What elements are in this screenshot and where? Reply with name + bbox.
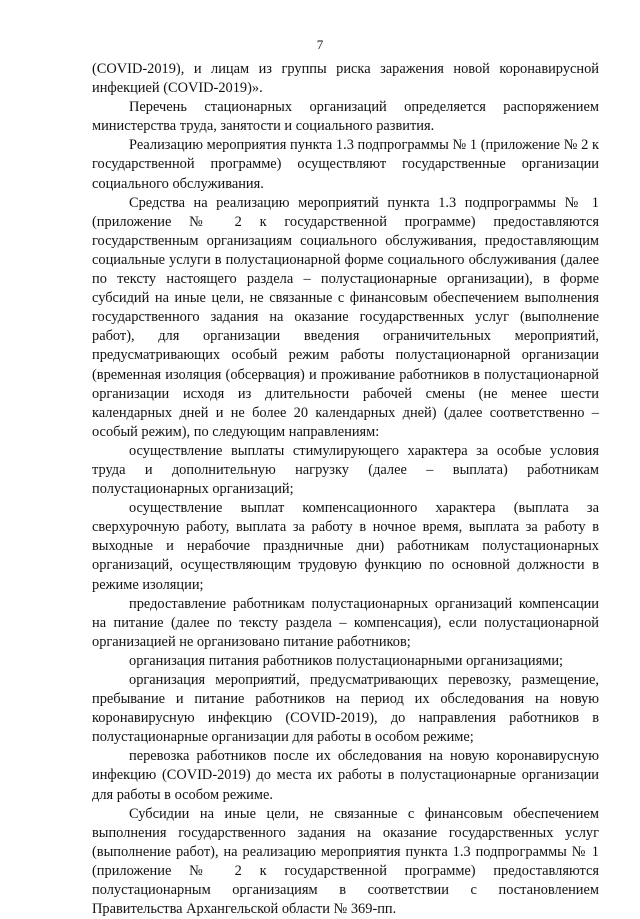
paragraph-continuation: (COVID-2019), и лицам из группы риска заражения новой коронавирусной инфекцией (COVID-2019)». — [92, 61, 599, 97]
list-item-bonus-payment: осуществление выплаты стимулирующего характера за особые условия труда и дополнительную нагрузку (далее – выплата) работникам полустационарных организаций; — [92, 442, 599, 498]
paragraph-subsidies: Субсидии на иные цели, не связанные с финансовым обеспечением выполнения государственного задания на оказание государственных услуг (выполнение работ), на реализацию мероприятия пункта 1.3 подпрограммы № 1 (приложение № 2 к государственной программе) предоставляются полустационарным организациям в соответствии с постановлением Правительства Архангельской области № 369-пп. — [92, 805, 599, 918]
paragraph-implementers: Реализацию мероприятия пункта 1.3 подпрограммы № 1 (приложение № 2 к государственной программе) осуществляют государственные организации социального обслуживания. — [92, 137, 599, 192]
page-number: 7 — [316, 37, 324, 52]
list-item-meal-organization: организация питания работников полустационарными организациями; — [129, 652, 564, 669]
list-item-examination-logistics: организация мероприятий, предусматривающих перевозку, размещение, пребывание и питание работников на период их обследования на новую коронавирусную инфекцию (COVID-2019), до направления работников в полустационарные организации для работы в особом режиме; — [92, 672, 599, 746]
paragraph-funding: Средства на реализацию мероприятий пункта 1.3 подпрограммы № 1 (приложение № 2 к государственной программе) предоставляются государственным организациям социального обслуживания, предоставляющим социальные услуги в полустационарной форме социального обслуживания (далее по тексту настоящего раздела – полустационарные организации), в форме субсидий на иные цели, не связанные с финансовым обеспечением выполнения государственного задания на оказание государственных услуг (выполнение работ), для организации введения ограничительных мероприятий, предусматривающих особый режим работы полустационарной организации (временная изоляция (обсервация) и проживание работников в полустационарной организации исходя из длительности рабочей смены (не менее шести календарных дней и не более 20 календарных дней) (далее соответственно – особый режим), по следующим направлениям: — [92, 194, 599, 440]
list-item-compensation-payments: осуществление выплат компенсационного характера (выплата за сверхурочную работу, выплата за работу в ночное время, выплата за работу в выходные и нерабочие праздничные дни) работникам полустационарных организаций, осуществляющим трудовую функцию по основной должности в режиме изоляции; — [92, 500, 599, 593]
list-item-transport: перевозка работников после их обследования на новую коронавирусную инфекцию (COVID-2019) до места их работы в полустационарные организации для работы в особом режиме. — [92, 748, 599, 803]
paragraph-list-definition: Перечень стационарных организаций определяется распоряжением министерства труда, занятости и социального развития. — [92, 99, 599, 135]
document-body — [92, 60, 599, 919]
list-item-meal-compensation: предоставление работникам полустационарных организаций компенсации на питание (далее по тексту раздела – компенсация), если полустационарной организацией не организовано питание работников; — [92, 595, 599, 650]
